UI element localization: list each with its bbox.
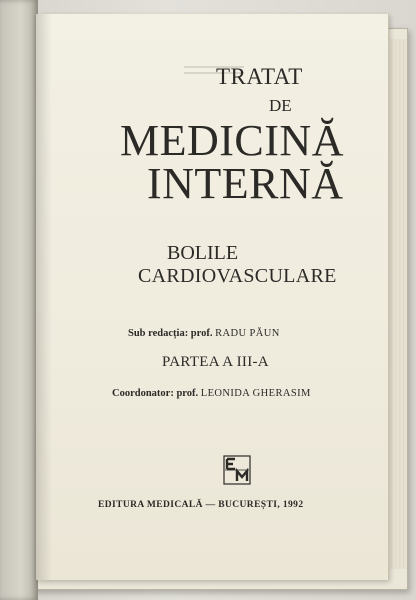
coordinator-label: Coordonator: prof. [112, 388, 201, 399]
coordinator-name: LEONIDA GHERASIM [200, 388, 311, 399]
subtitle-line-bolile: BOLILE [167, 242, 239, 264]
title-line-tratat: TRATAT [216, 64, 303, 89]
editor-label: Sub redacția: prof. [128, 328, 216, 339]
book-spine [0, 0, 38, 600]
title-page [36, 14, 389, 580]
title-line-interna: INTERNĂ [147, 159, 344, 208]
coordinator-credit [112, 388, 311, 399]
title-line-medicina: MEDICINĂ [120, 116, 344, 165]
em-publisher-logo-icon [223, 455, 251, 485]
part-label: PARTEA A III-A [162, 354, 269, 370]
publisher-line: EDITURA MEDICALĂ — BUCUREȘTI, 1992 [98, 500, 304, 510]
title-line-de: DE [269, 96, 292, 115]
editor-credit [128, 328, 280, 339]
editor-name: RADU PĂUN [215, 328, 280, 339]
subtitle-line-cardiovasculare: CARDIOVASCULARE [138, 265, 337, 287]
